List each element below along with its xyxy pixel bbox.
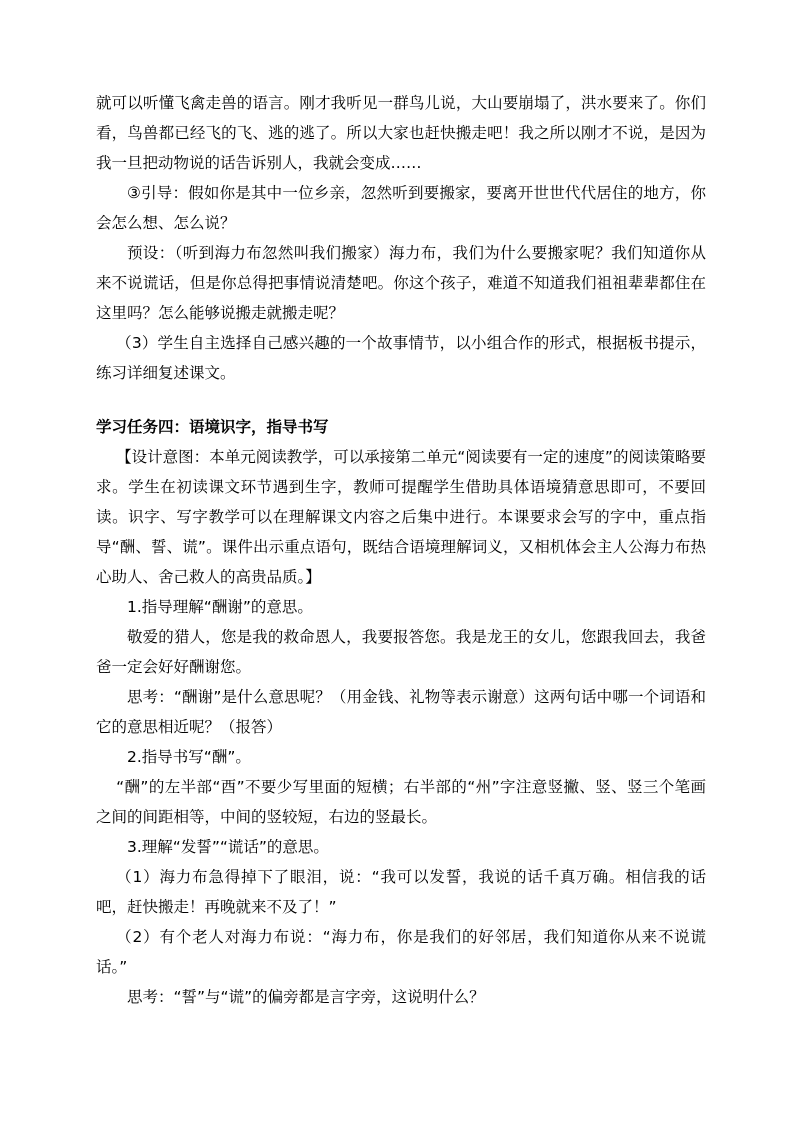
document-page — [96, 88, 706, 1012]
think-radical-paragraph: 思考：“誓”与“谎”的偏旁都是言字旁，这说明什么？ — [127, 988, 485, 1006]
design-intent-paragraph: 【设计意图：本单元阅读教学，可以承接第二单元“阅读要有一定的速度”的阅读策略要求。学生在初读课文环节遇到生字，教师可提醒学生借助具体语境猜意思即可，不要回读。识字、写字教学可以在理解课文内容之后集中进行。本课要求会写的字中，重点指导“酬、誓、谎”。课件出示重点语句，既结合语境理解词义，又相机体会主人公海力布热心助人、舍己救人的高贵品质。】 — [96, 448, 706, 586]
step-one-heading: 1.指导理解“酬谢”的意思。 — [127, 598, 313, 616]
quote-old-man: （2）有个老人对海力布说：“海力布，你是我们的好邻居，我们知道你从来不说谎话。” — [96, 928, 706, 976]
quote-hailibu-swear: （1）海力布急得掉下了眼泪，说：“我可以发誓，我说的话千真万确。相信我的话吧，赶快搬走！再晚就来不及了！” — [96, 868, 706, 916]
step-two-heading: 2.指导书写“酬”。 — [127, 748, 251, 766]
guide-question-paragraph: ③引导：假如你是其中一位乡亲，忽然听到要搬家，要离开世世代代居住的地方，你会怎么想、怎么说？ — [96, 184, 706, 232]
quote-dragon-princess: 敬爱的猎人，您是我的救命恩人，我要报答您。我是龙王的女儿，您跟我回去，我爸爸一定会好好酬谢您。 — [96, 628, 706, 676]
retell-activity-paragraph: （3）学生自主选择自己感兴趣的一个故事情节，以小组合作的形式，根据板书提示，练习详细复述课文。 — [96, 334, 706, 382]
step-three-heading: 3.理解“发誓”“谎话”的意思。 — [127, 838, 329, 856]
task-four-heading: 学习任务四：语境识字，指导书写 — [96, 418, 329, 436]
think-chouxie-paragraph: 思考：“酬谢”是什么意思呢？（用金钱、礼物等表示谢意）这两句话中哪一个词语和它的意思相近呢？（报答） — [96, 688, 706, 736]
story-continuation-paragraph: 就可以听懂飞禽走兽的语言。刚才我听见一群鸟儿说，大山要崩塌了，洪水要来了。你们看，鸟兽都已经飞的飞、逃的逃了。所以大家也赶快搬走吧！我之所以刚才不说，是因为我一旦把动物说的话告诉别人，我就会变成…… — [96, 94, 706, 172]
preset-answer-paragraph: 预设：（听到海力布忽然叫我们搬家）海力布，我们为什么要搬家呢？我们知道你从来不说谎话，但是你总得把事情说清楚吧。你这个孩子，难道不知道我们祖祖辈辈都住在这里吗？怎么能够说搬走就搬走呢？ — [96, 244, 706, 322]
writing-guidance-paragraph: “酬”的左半部“酉”不要少写里面的短横；右半部的“州”字注意竖撇、竖、竖三个笔画之间的间距相等，中间的竖较短，右边的竖最长。 — [96, 778, 706, 826]
